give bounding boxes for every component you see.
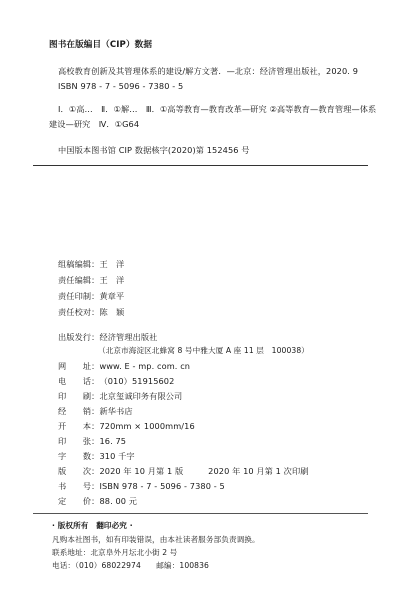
detail-row xyxy=(58,451,135,461)
staff-label: 责任编辑： xyxy=(58,275,100,285)
printer-value: 北京玺诚印务有限公司 xyxy=(99,391,183,401)
publisher-name: 经济管理出版社 xyxy=(99,332,158,342)
cip-line-3: Ⅰ．①高… Ⅱ．①解… Ⅲ．①高等教育—教育改革—研究 ②高等教育—教育管理—体系 xyxy=(58,104,377,114)
staff-row xyxy=(58,307,124,317)
cip-line-4: 建设—研究 Ⅳ．①G64 xyxy=(49,119,140,129)
publisher-label: 出版发行： xyxy=(58,332,100,342)
staff-row xyxy=(58,291,124,301)
detail-label: 定 价： xyxy=(58,496,100,506)
detail-row xyxy=(58,481,225,491)
price-value: 88. 00 元 xyxy=(99,496,138,506)
detail-row xyxy=(58,421,195,431)
distributor-value: 新华书店 xyxy=(99,406,133,416)
detail-label: 字 数： xyxy=(58,451,100,461)
detail-row xyxy=(58,496,137,506)
staff-value: 王 洋 xyxy=(99,259,125,269)
isbn-value: ISBN 978 - 7 - 5096 - 7380 - 5 xyxy=(99,481,225,491)
footer-line-3: 电话：（010）68022974 邮编：100836 xyxy=(52,561,209,570)
divider-top xyxy=(33,165,368,166)
detail-row xyxy=(58,391,182,401)
website-value: www. E - mp. com. cn xyxy=(99,361,191,371)
staff-row xyxy=(58,275,124,285)
publisher-row xyxy=(58,332,157,342)
detail-row xyxy=(58,466,309,476)
staff-label: 组稿编辑： xyxy=(58,259,100,269)
detail-row xyxy=(58,376,174,386)
staff-row xyxy=(58,259,124,269)
wordcount-value: 310 千字 xyxy=(99,451,135,461)
detail-label: 开 本： xyxy=(58,421,100,431)
rights-notice: · 版权所有 翻印必究 · xyxy=(52,521,133,530)
staff-value: 黄章平 xyxy=(99,291,125,301)
detail-row xyxy=(58,406,133,416)
detail-label: 版 次： xyxy=(58,466,100,476)
footer-line-2: 联系地址：北京阜外月坛北小街 2 号 xyxy=(52,548,178,557)
cip-data-number: 中国版本图书馆 CIP 数据核字(2020)第 152456 号 xyxy=(58,145,250,155)
phone-value: （010）51915602 xyxy=(99,376,175,386)
staff-label: 责任印制： xyxy=(58,291,100,301)
edition-value: 2020 年 10 月第 1 版 2020 年 10 月第 1 次印刷 xyxy=(99,466,309,476)
staff-label: 责任校对： xyxy=(58,307,100,317)
detail-row xyxy=(58,436,126,446)
cip-line-1: 高校教育创新及其管理体系的建设/解方文著．—北京：经济管理出版社，2020. 9 xyxy=(58,66,359,76)
format-value: 720mm × 1000mm/16 xyxy=(99,421,195,431)
cip-line-2: ISBN 978 - 7 - 5096 - 7380 - 5 xyxy=(58,81,184,91)
detail-label: 电 话： xyxy=(58,376,100,386)
publisher-address: （北京市海淀区北蜂窝 8 号中雅大厦 A 座 11 层 100038） xyxy=(98,346,309,355)
detail-label: 印 张： xyxy=(58,436,100,446)
detail-label: 书 号： xyxy=(58,481,100,491)
staff-value: 陈 颖 xyxy=(99,307,125,317)
footer-line-1: 凡购本社图书，如有印装错误，由本社读者服务部负责调换。 xyxy=(52,535,260,544)
detail-label: 网 址： xyxy=(58,361,100,371)
sheets-value: 16. 75 xyxy=(99,436,127,446)
detail-row xyxy=(58,361,190,371)
divider-bottom xyxy=(33,513,368,514)
staff-value: 王 洋 xyxy=(99,275,125,285)
cip-heading: 图书在版编目（CIP）数据 xyxy=(49,40,153,50)
detail-label: 印 刷： xyxy=(58,391,100,401)
detail-label: 经 销： xyxy=(58,406,100,416)
